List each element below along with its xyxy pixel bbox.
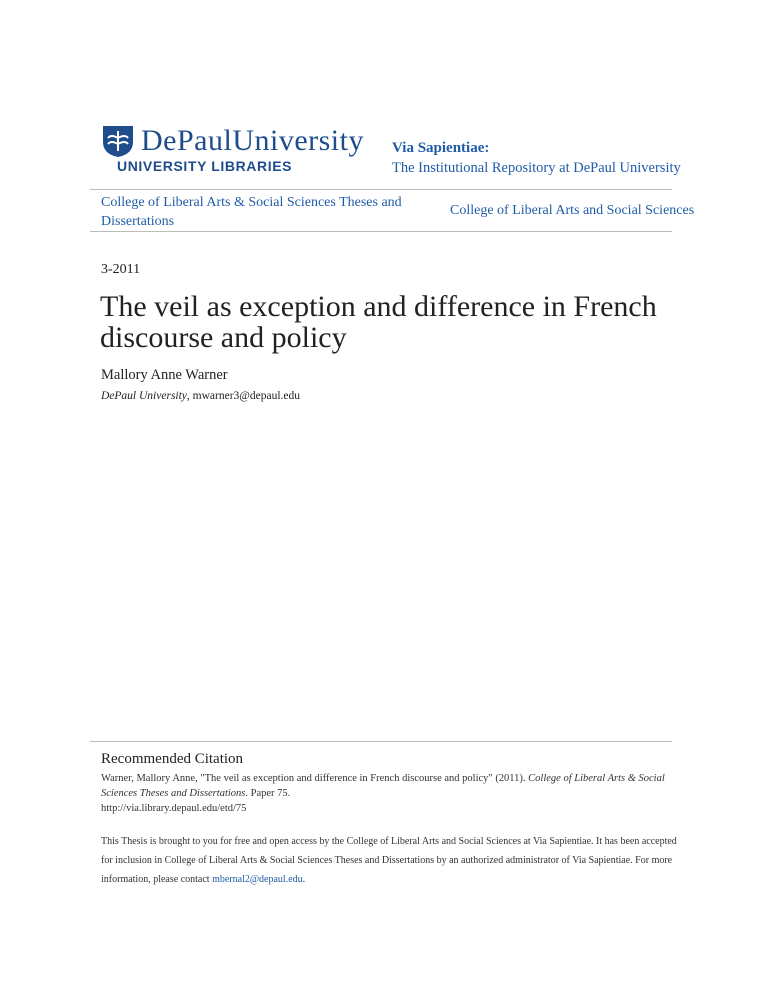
repository-subtitle[interactable]: The Institutional Repository at DePaul University xyxy=(392,160,681,176)
divider-bottom xyxy=(90,231,672,232)
citation-heading: Recommended Citation xyxy=(101,751,244,767)
access-statement xyxy=(101,832,681,889)
author-affiliation xyxy=(101,390,300,402)
divider-citation xyxy=(90,741,672,742)
logo-subtitle: UNIVERSITY LIBRARIES xyxy=(117,158,293,174)
document-title: The veil as exception and difference in French discourse and policy xyxy=(100,290,657,354)
series-link[interactable]: College of Liberal Arts & Social Sciences Theses and Dissertations xyxy=(101,195,402,229)
repository-header xyxy=(392,140,681,177)
citation-url[interactable]: http://via.library.depaul.edu/etd/75 xyxy=(101,803,247,814)
contact-email-link[interactable]: mbernal2@depaul.edu xyxy=(212,874,303,885)
divider-top xyxy=(90,189,672,190)
logo-wordmark: DePaulUniversity xyxy=(141,124,364,157)
citation-paper: . Paper 75. xyxy=(245,788,291,799)
citation-body xyxy=(101,771,671,816)
affiliation-email: , mwarner3@depaul.edu xyxy=(186,390,301,402)
depaul-shield-icon xyxy=(101,124,135,158)
access-text: This Thesis is brought to you for free and open access by the College of Liberal Arts and Social Sciences at Via Sapientiae. It has been accepted for inclusion in College of Liberal Arts & Social Sciences Theses and Dissertations by an authorized administrator of Via Sapientiae. For more information, please contact xyxy=(101,836,677,885)
affiliation-institution: DePaul University xyxy=(101,390,187,402)
repository-name[interactable]: Via Sapientiae: xyxy=(392,140,490,156)
access-end: . xyxy=(302,874,306,885)
citation-text: Warner, Mallory Anne, "The veil as exception and difference in French discourse and policy" (2011). xyxy=(101,773,529,784)
depaul-logo[interactable] xyxy=(101,124,376,176)
publication-date: 3-2011 xyxy=(101,262,141,277)
citation-series: College of Liberal Arts & Social Sciences Theses and Dissertations xyxy=(101,773,665,799)
college-link[interactable]: College of Liberal Arts and Social Sciences xyxy=(450,203,695,218)
author-name: Mallory Anne Warner xyxy=(101,367,228,383)
